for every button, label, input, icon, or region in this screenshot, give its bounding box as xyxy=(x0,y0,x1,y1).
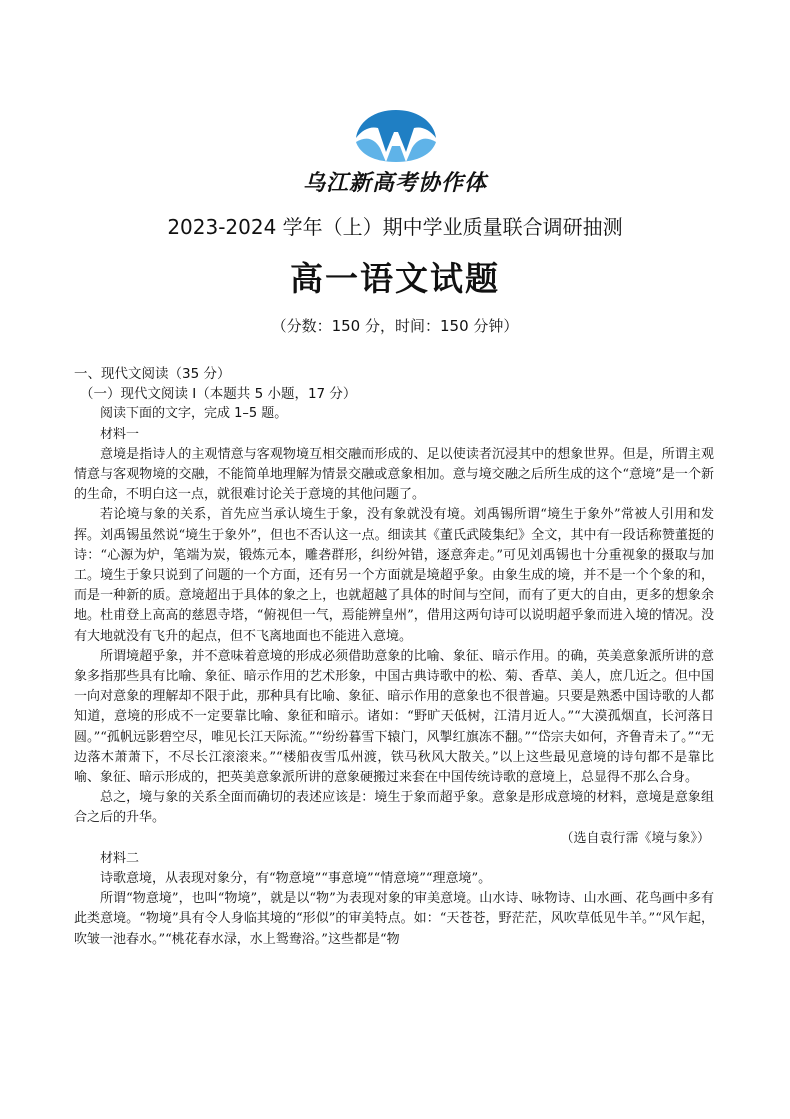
material-one-label: 材料一 xyxy=(100,426,140,442)
material-one-paragraph: 意境是指诗人的主观情意与客观物境互相交融而形成的、足以使读者沉浸其中的想象世界。但是，所谓主观情意与客观物境的交融，不能简单地理解为情景交融或意象相加。意与境交融之后所生成的这个“意境”是一个新的生命，不明白这一点，就很难讨论关于意境的其他问题了。 xyxy=(74,446,714,503)
wujiang-logo-icon xyxy=(352,108,440,164)
material-two-paragraph: 诗歌意境，从表现对象分，有“物意境”“事意境”“情意境”“理意境”。 xyxy=(100,871,492,887)
material-one-paragraph: 若论境与象的关系，首先应当承认境生于象，没有象就没有境。刘禹锡所谓“境生于象外”常被人引用和发挥。刘禹锡虽然说“境生于象外”，但也不否认这一点。细读其《董氏武陵集纪》全文，其中有一段话称赞董挺的诗：“心源为炉，笔端为炭，锻炼元本，雕砻群形，纠纷舛错，逐意奔走。”可见刘禹锡也十分重视象的摄取与加工。境生于象只说到了问题的一个方面，还有另一个方面就是境超乎象。由象生成的境，并不是一个个象的和，而是一种新的质。意境超出于具体的象之上，也就超越了具体的时间与空间，而有了更大的自由，更多的想象余地。杜甫登上高高的慈恩寺塔，“俯视但一气，焉能辨皇州”，借用这两句诗可以说明超乎象而进入境的情况。没有大地就没有飞升的起点，但不飞离地面也不能进入意境。 xyxy=(74,507,714,644)
exam-subtitle: 2023-2024 学年（上）期中学业质量联合调研抽测 xyxy=(167,215,623,239)
section-heading: 一、现代文阅读（35 分） xyxy=(74,366,231,382)
score-time-info: （分数：150 分，时间：150 分钟） xyxy=(271,317,519,335)
reading-instruction: 阅读下面的文字，完成 1–5 题。 xyxy=(100,406,288,422)
material-one-paragraph: 总之，境与象的关系全面而确切的表述应该是：境生于象而超乎象。意象是形成意境的材料，意境是意象组合之后的升华。 xyxy=(74,790,714,826)
exam-body xyxy=(74,364,714,950)
material-one-paragraph: 所谓境超乎象，并不意味着意境的形成必须借助意象的比喻、象征、暗示作用。的确，英美意象派所讲的意象多指那些具有比喻、象征、暗示作用的艺术形象，中国古典诗歌中的松、菊、香草、美人，庶几近之。但中国一向对意象的理解却不限于此，那种具有比喻、象征、暗示作用的意象也不很普遍。只要是熟悉中国诗歌的人都知道，意境的形成不一定要靠比喻、象征和暗示。诸如：“野旷天低树，江清月近人。”“大漠孤烟直，长河落日圆。”“孤帆远影碧空尽，唯见长江天际流。”“纷纷暮雪下辕门，风掣红旗冻不翻。”“岱宗夫如何，齐鲁青未了。”“无边落木萧萧下，不尽长江滚滚来。”“楼船夜雪瓜州渡，铁马秋风大散关。”以上这些最见意境的诗句都不是靠比喻、象征、暗示形成的，把英美意象派所讲的意象硬搬过来套在中国传统诗歌的意境上，总显得不那么合身。 xyxy=(74,648,714,786)
subsection-heading: （一）现代文阅读 Ⅰ（本题共 5 小题，17 分） xyxy=(80,386,357,403)
material-two-paragraph: 所谓“物意境”，也叫“物境”，就是以“物”为表现对象的审美意境。山水诗、咏物诗、山水画、花鸟画中多有此类意境。“物境”具有令人身临其境的“形似”的审美特点。如：“天苍苍，野茫茫，风吹草低见牛羊。”“风乍起，吹皱一池春水。”“桃花春水渌，水上鸳鸯浴。”这些都是“物 xyxy=(74,891,714,947)
organization-name: 乌江新高考协作体 xyxy=(302,171,487,196)
material-one-source: （选自袁行霈《境与象》） xyxy=(560,830,710,846)
exam-title: 高一语文试题 xyxy=(290,259,500,298)
material-two-label: 材料二 xyxy=(100,850,140,866)
